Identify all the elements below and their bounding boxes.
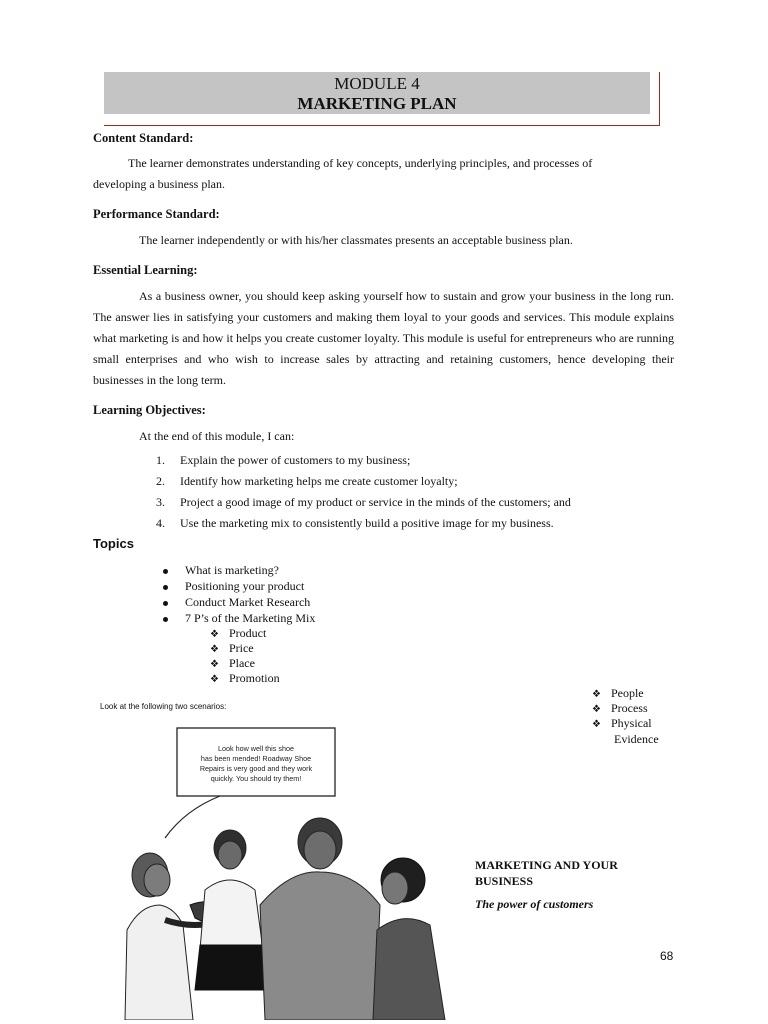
customers-illustration bbox=[105, 720, 450, 1020]
content-standard-line1: The learner demonstrates understanding of key concepts, underlying principles, and processes of bbox=[128, 156, 593, 170]
topics-heading: Topics bbox=[93, 536, 134, 551]
mix-item: ❖ Physical bbox=[592, 716, 652, 730]
objective-number: 1. bbox=[156, 453, 165, 467]
diamond-bullet-icon: ❖ bbox=[210, 674, 219, 685]
objective-item bbox=[156, 513, 656, 534]
person-center bbox=[260, 818, 380, 1020]
mix-item-continued: Evidence bbox=[614, 732, 659, 746]
topic-item: 7 P’s of the Marketing Mix bbox=[163, 610, 315, 626]
topic-item: Conduct Market Research bbox=[163, 594, 310, 610]
objective-item bbox=[156, 471, 656, 492]
side-heading-line2: BUSINESS bbox=[475, 874, 534, 888]
objective-number: 4. bbox=[156, 516, 165, 530]
person-back-left bbox=[195, 830, 270, 990]
topic-item: Positioning your product bbox=[163, 578, 304, 594]
person-right bbox=[373, 858, 445, 1020]
bullet-icon bbox=[163, 617, 168, 622]
bubble-line-2: has been mended! Roadway Shoe bbox=[200, 754, 312, 763]
module-number: MODULE 4 bbox=[334, 74, 420, 93]
bubble-line-1: Look how well this shoe bbox=[218, 744, 294, 753]
objective-item bbox=[156, 492, 656, 513]
objective-number: 3. bbox=[156, 495, 165, 509]
content-standard-line2: developing a business plan. bbox=[93, 177, 225, 191]
side-heading-line1: MARKETING AND YOUR bbox=[475, 858, 618, 872]
mix-item: ❖ Product bbox=[210, 626, 267, 640]
objective-number: 2. bbox=[156, 474, 165, 488]
learning-objectives-intro: At the end of this module, I can: bbox=[139, 429, 295, 443]
bullet-icon bbox=[163, 569, 168, 574]
speech-bubble-tail bbox=[165, 796, 220, 838]
objective-text: Identify how marketing helps me create customer loyalty; bbox=[180, 474, 458, 488]
bullet-icon bbox=[163, 585, 168, 590]
side-heading bbox=[475, 857, 618, 889]
diamond-bullet-icon: ❖ bbox=[210, 629, 219, 640]
essential-learning-heading: Essential Learning: bbox=[93, 263, 198, 277]
module-title-box bbox=[104, 72, 650, 114]
content-standard-heading: Content Standard: bbox=[93, 131, 194, 145]
bullet-icon bbox=[163, 601, 168, 606]
learning-objectives-heading: Learning Objectives: bbox=[93, 403, 206, 417]
illustration-caption: Look at the following two scenarios: bbox=[100, 702, 227, 711]
performance-standard-heading: Performance Standard: bbox=[93, 207, 220, 221]
diamond-bullet-icon: ❖ bbox=[210, 644, 219, 655]
bubble-line-3: Repairs is very good and they work bbox=[199, 764, 313, 773]
diamond-bullet-icon: ❖ bbox=[592, 719, 601, 730]
mix-item: ❖ Price bbox=[210, 641, 254, 655]
module-title: MARKETING PLAN bbox=[297, 94, 457, 113]
performance-standard-text: The learner independently or with his/her classmates presents an acceptable business plan. bbox=[139, 233, 573, 247]
topic-item: What is marketing? bbox=[163, 562, 279, 578]
objective-item bbox=[156, 450, 656, 471]
objective-text: Explain the power of customers to my business; bbox=[180, 453, 411, 467]
objective-text: Project a good image of my product or service in the minds of the customers; and bbox=[180, 495, 571, 509]
mix-item: ❖ Place bbox=[210, 656, 255, 670]
page-number: 68 bbox=[660, 949, 674, 963]
bubble-line-4: quickly. You should try them! bbox=[210, 774, 302, 783]
mix-item: ❖ People bbox=[592, 686, 644, 700]
diamond-bullet-icon: ❖ bbox=[592, 704, 601, 715]
side-subheading: The power of customers bbox=[475, 897, 594, 911]
essential-learning-text: As a business owner, you should keep asking yourself how to sustain and grow your business in the long run. The answer lies in satisfying your customers and making them loyal to your goods and services. This module explains what marketing is and how it helps you create customer loyalty. This module is useful for entrepreneurs who are running small enterprises and who wish to increase sales by attracting and retaining customers, hence developing their businesses in the long term. bbox=[93, 289, 674, 387]
diamond-bullet-icon: ❖ bbox=[592, 689, 601, 700]
mix-item: ❖ Process bbox=[592, 701, 648, 715]
mix-item: ❖ Promotion bbox=[210, 671, 280, 685]
objective-text: Use the marketing mix to consistently build a positive image for my business. bbox=[180, 516, 554, 530]
diamond-bullet-icon: ❖ bbox=[210, 659, 219, 670]
